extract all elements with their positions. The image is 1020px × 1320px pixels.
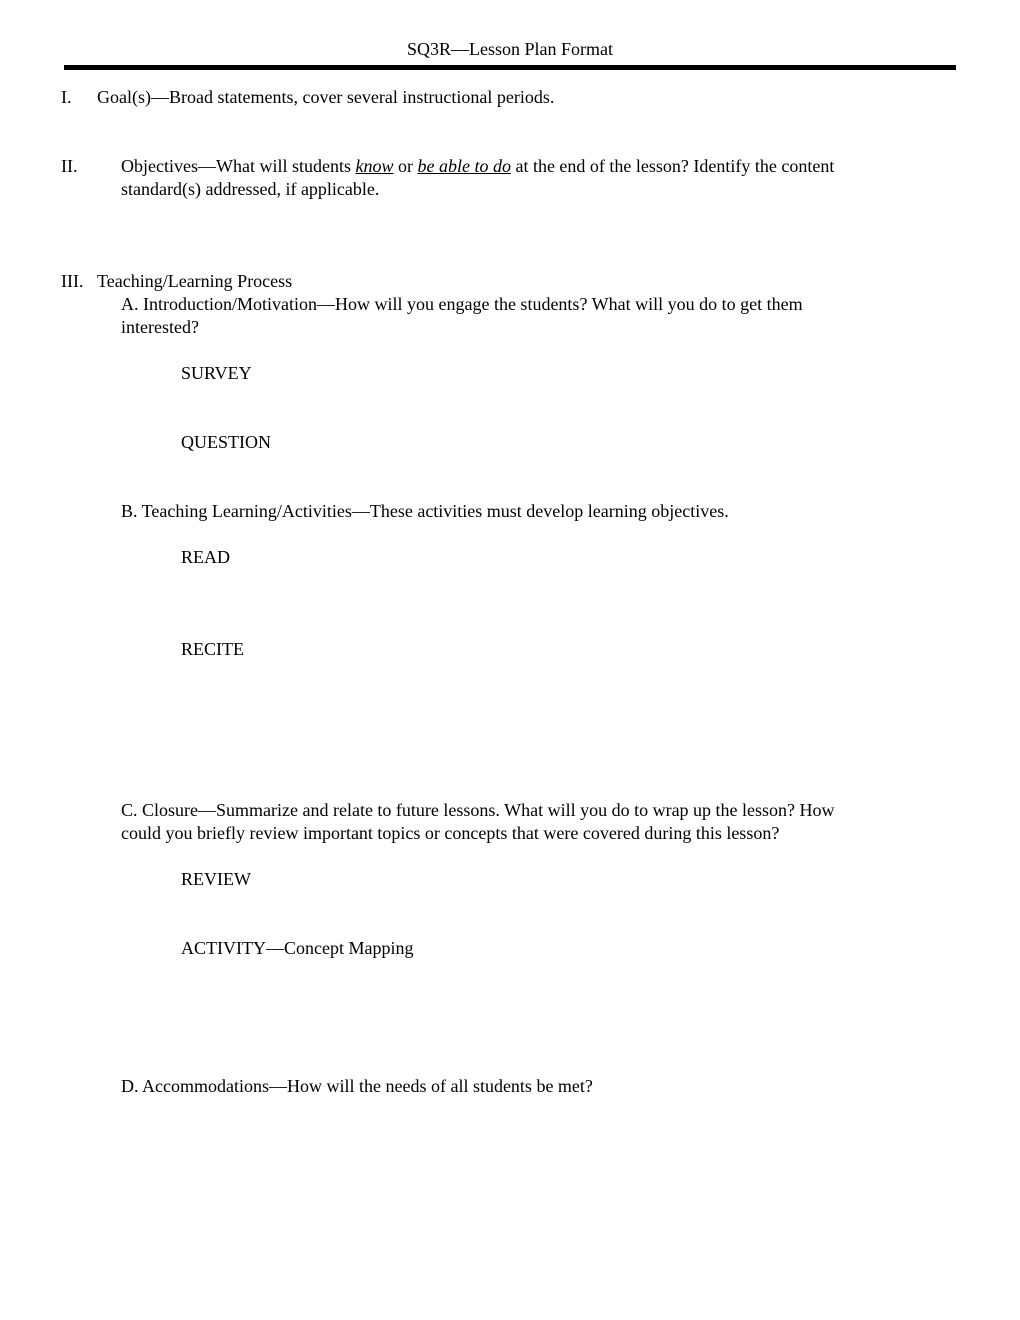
- objectives-line-1: [121, 155, 834, 178]
- section-numeral-objectives: II.: [61, 156, 78, 176]
- activities-line-1: B. Teaching Learning/Activities—These activities must develop learning objectives.: [121, 501, 729, 521]
- intro-line-2: interested?: [121, 317, 199, 337]
- header-divider: [64, 65, 956, 70]
- objectives-be-able-emphasis: be able to do: [417, 156, 511, 176]
- objectives-or: or: [393, 156, 418, 176]
- goal-text: Goal(s)—Broad statements, cover several instructional periods.: [97, 87, 555, 107]
- objectives-text-before: Objectives—What will students: [121, 156, 356, 176]
- intro-line-1: A. Introduction/Motivation—How will you engage the students? What will you do to get them: [121, 294, 803, 314]
- closure-line-2: could you briefly review important topics or concepts that were covered during this lesson?: [121, 823, 780, 843]
- closure-line-1: C. Closure—Summarize and relate to future lessons. What will you do to wrap up the lesson? How: [121, 800, 835, 820]
- step-review: REVIEW: [181, 869, 251, 889]
- step-read: READ: [181, 547, 230, 567]
- section-numeral-goal: I.: [61, 87, 72, 107]
- process-title: Teaching/Learning Process: [97, 271, 293, 291]
- step-survey: SURVEY: [181, 363, 252, 383]
- step-activity-concept-mapping: ACTIVITY—Concept Mapping: [181, 938, 414, 958]
- objectives-know-emphasis: know: [355, 156, 394, 176]
- step-question: QUESTION: [181, 432, 271, 452]
- objectives-text-after: at the end of the lesson? Identify the content: [510, 156, 835, 176]
- step-recite: RECITE: [181, 639, 244, 659]
- page-title: SQ3R—Lesson Plan Format: [406, 39, 613, 59]
- section-numeral-process: III.: [61, 271, 84, 291]
- objectives-line-2: standard(s) addressed, if applicable.: [121, 179, 380, 199]
- accommodations-line-1: D. Accommodations—How will the needs of all students be met?: [121, 1076, 593, 1096]
